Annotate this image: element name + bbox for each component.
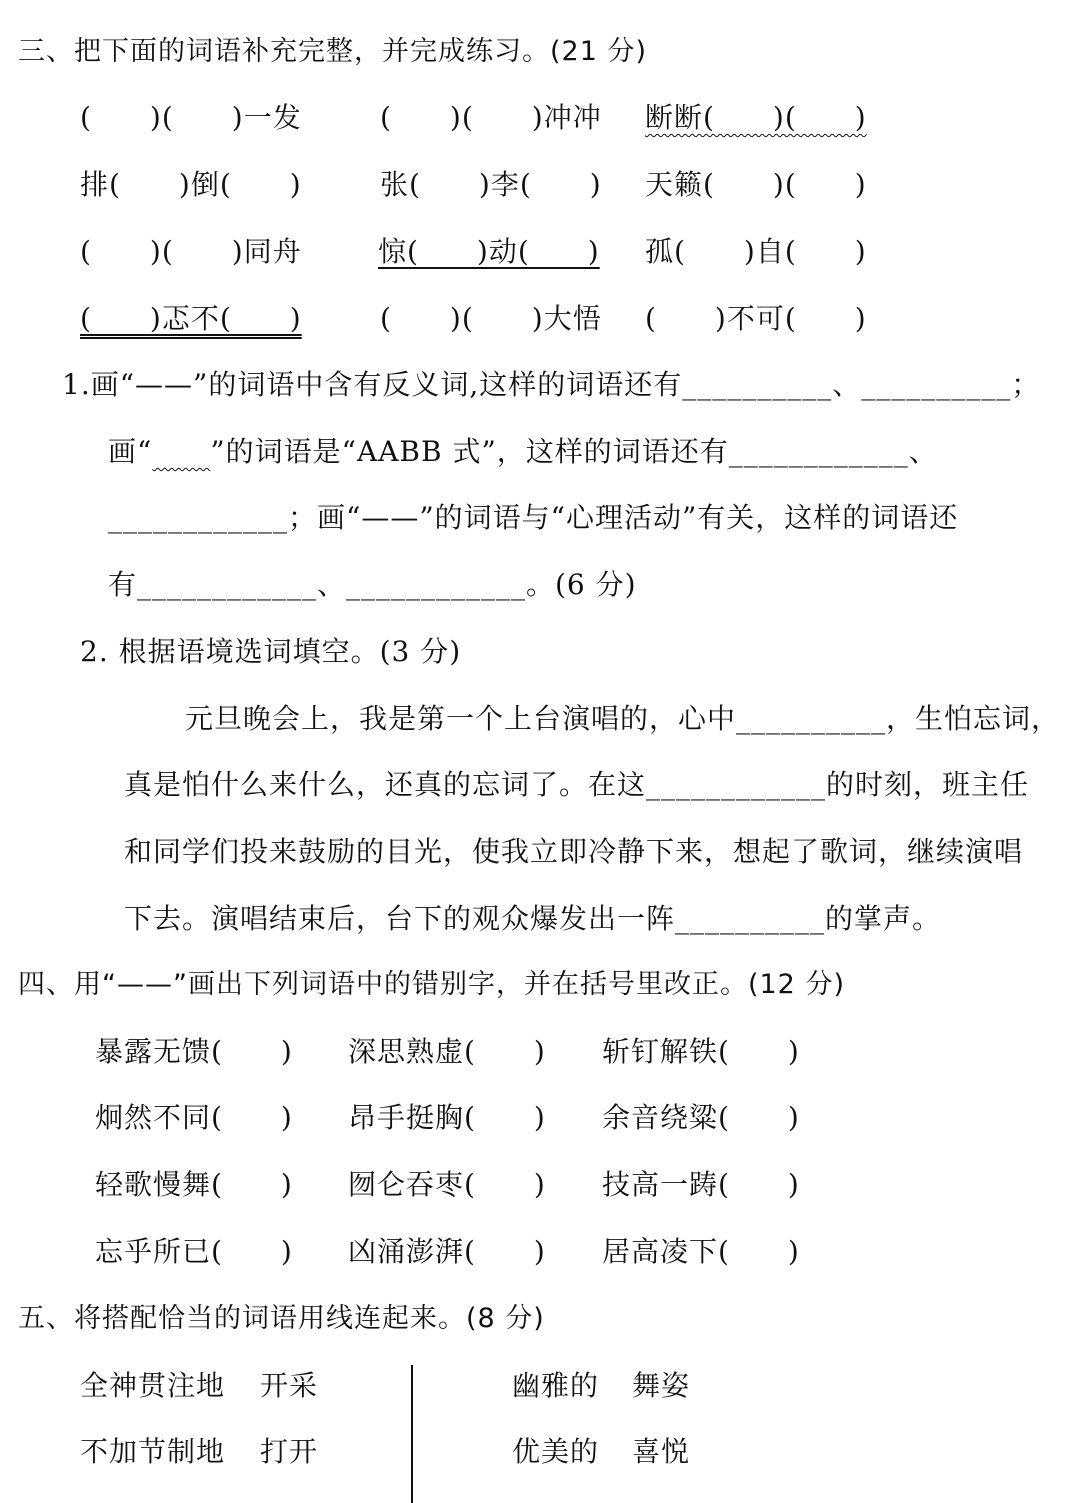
passage-line: 元旦晚会上，我是第一个上台演唱的，心中__________，生怕忘词，	[185, 702, 1061, 735]
match-left-target: 开采	[260, 1369, 319, 1402]
idiom-item-underlined: 惊( )动( )	[378, 235, 600, 268]
question-1-line-4: 有____________、____________。(6 分)	[108, 568, 637, 601]
typo-item: 囫仑吞枣( )	[348, 1168, 546, 1201]
question-1-line-3: ____________；画“——”的词语与“心理活动”有关，这样的词语还	[108, 501, 959, 534]
match-right-word: 优美的	[512, 1435, 600, 1468]
typo-item: 技高一踌( )	[602, 1168, 800, 1201]
match-left-word: 全神贯注地	[80, 1369, 226, 1402]
passage-line: 下去。演唱结束后，台下的观众爆发出一阵__________的掌声。	[124, 902, 942, 935]
idiom-item: 排( )倒( )	[80, 168, 302, 201]
wavy-underline-sample	[152, 435, 210, 468]
idiom-item: 孤( )自( )	[645, 235, 867, 268]
passage-line: 真是怕什么来什么，还真的忘词了。在这____________的时刻，班主任	[124, 768, 1030, 801]
typo-item: 轻歌慢舞( )	[95, 1168, 293, 1201]
typo-item: 深思熟虚( )	[348, 1035, 546, 1068]
typo-item: 炯然不同( )	[95, 1101, 293, 1134]
column-divider	[411, 1365, 413, 1503]
typo-item: 余音绕粱( )	[602, 1101, 800, 1134]
section-3-heading: 三、把下面的词语补充完整，并完成练习。(21 分)	[18, 36, 648, 67]
idiom-item-double-underlined: ( )忑不( )	[80, 302, 302, 335]
question-1-line-1: 1.画“——”的词语中含有反义词,这样的词语还有__________、__________；	[62, 368, 1041, 401]
match-right-target: 喜悦	[632, 1435, 691, 1468]
section-5-heading: 五、将搭配恰当的词语用线连起来。(8 分)	[18, 1303, 545, 1334]
section-4-heading: 四、用“——”画出下列词语中的错别字，并在括号里改正。(12 分)	[18, 969, 845, 1000]
passage-line: 和同学们投来鼓励的目光，使我立即冷静下来，想起了歌词，继续演唱	[124, 835, 1024, 868]
idiom-item: ( )( )一发	[80, 101, 302, 134]
question-1-line-2	[108, 435, 938, 468]
typo-item: 斩钉解铁( )	[602, 1035, 800, 1068]
idiom-item: ( )不可( )	[645, 302, 867, 335]
match-right-target: 舞姿	[632, 1369, 691, 1402]
idiom-item-wavy: 断断( )( )	[645, 101, 867, 134]
idiom-item: ( )( )大悟	[380, 302, 602, 335]
idiom-item: 张( )李( )	[380, 168, 602, 201]
idiom-item: 天籁( )( )	[645, 168, 867, 201]
question-2-title: 2. 根据语境选词填空。(3 分)	[80, 635, 462, 668]
idiom-item: ( )( )同舟	[80, 235, 302, 268]
typo-item: 暴露无馈( )	[95, 1035, 293, 1068]
idiom-item: ( )( )冲冲	[380, 101, 602, 134]
typo-item: 昂手挺胸( )	[348, 1101, 546, 1134]
q1-text: ”的词语是“AABB 式”，这样的词语还有____________、	[210, 435, 938, 468]
match-left-word: 不加节制地	[80, 1435, 226, 1468]
q1-text: 画“	[108, 435, 153, 468]
typo-item: 居高凌下( )	[602, 1235, 800, 1268]
typo-item: 忘乎所已( )	[95, 1235, 293, 1268]
match-left-target: 打开	[260, 1435, 319, 1468]
match-right-word: 幽雅的	[512, 1369, 600, 1402]
typo-item: 凶涌澎湃( )	[348, 1235, 546, 1268]
